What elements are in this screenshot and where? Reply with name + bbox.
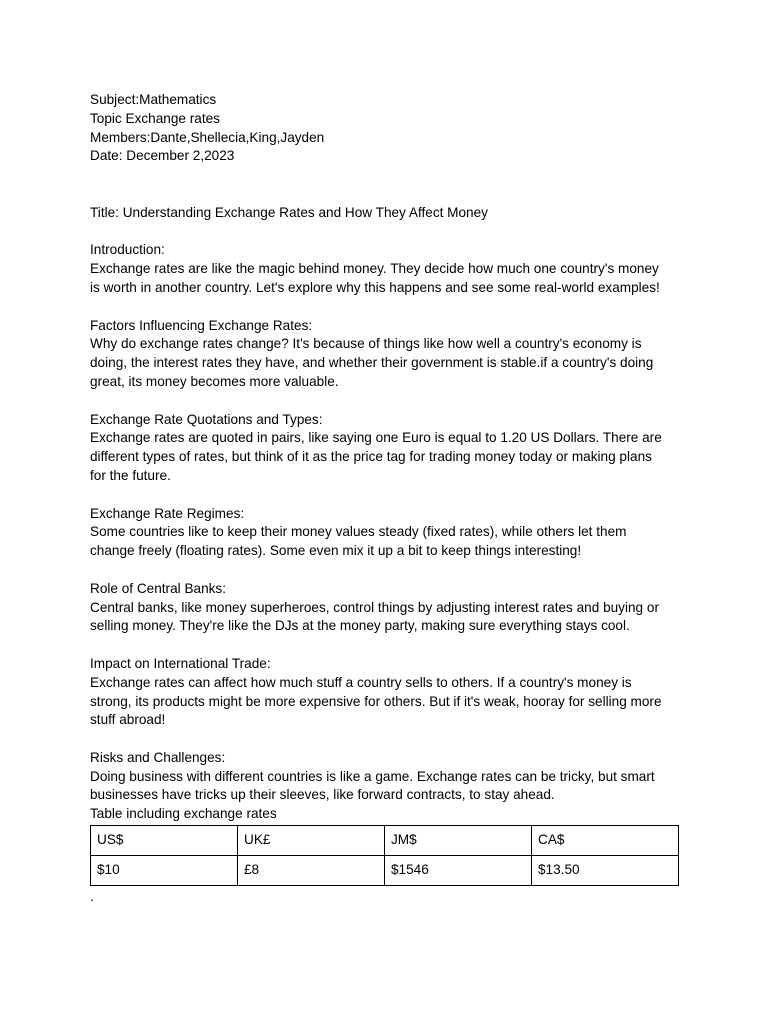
section-text-line: for the future. bbox=[90, 467, 171, 483]
section-text-line: selling money. They're like the DJs at the money party, making sure everything stays cool. bbox=[90, 618, 630, 634]
section-factors bbox=[90, 317, 690, 392]
date-line: Date: December 2,2023 bbox=[90, 148, 235, 164]
section-regimes bbox=[90, 505, 690, 561]
table-header-row bbox=[91, 826, 679, 856]
table-header-cell: US$ bbox=[91, 826, 238, 856]
section-text-line: great, its money becomes more valuable. bbox=[90, 373, 339, 389]
section-central-banks bbox=[90, 580, 690, 636]
table-row bbox=[91, 856, 679, 886]
section-heading: Exchange Rate Quotations and Types: bbox=[90, 411, 323, 427]
section-text-line: doing, the interest rates they have, and whether their government is stable.if a country's doing bbox=[90, 355, 654, 371]
exchange-rates-table bbox=[90, 825, 679, 886]
section-heading: Risks and Challenges: bbox=[90, 749, 226, 765]
table-cell: $10 bbox=[91, 856, 238, 886]
section-heading: Factors Influencing Exchange Rates: bbox=[90, 317, 313, 333]
section-quotations bbox=[90, 411, 690, 486]
section-introduction bbox=[90, 241, 690, 297]
table-header-cell: UK£ bbox=[238, 826, 385, 856]
section-text-line: businesses have tricks up their sleeves, like forward contracts, to stay ahead. bbox=[90, 787, 555, 803]
section-text-line: Central banks, like money superheroes, control things by adjusting interest rates and buying or bbox=[90, 599, 659, 615]
section-text-line: stuff abroad! bbox=[90, 712, 166, 728]
table-header-cell: CA$ bbox=[532, 826, 679, 856]
section-risks bbox=[90, 749, 690, 805]
section-text-line: strong, its products might be more expensive for others. But if it's weak, hooray for selling more bbox=[90, 693, 662, 709]
section-heading: Introduction: bbox=[90, 242, 165, 258]
table-cell: $13.50 bbox=[532, 856, 679, 886]
document-header bbox=[90, 91, 690, 166]
table-cell: $1546 bbox=[385, 856, 532, 886]
section-text-line: Exchange rates are like the magic behind money. They decide how much one country's money bbox=[90, 261, 659, 277]
section-heading: Exchange Rate Regimes: bbox=[90, 505, 245, 521]
section-text-line: different types of rates, but think of it as the price tag for trading money today or making plans bbox=[90, 449, 652, 465]
members-line: Members:Dante,Shellecia,King,Jayden bbox=[90, 129, 325, 145]
section-text-line: Why do exchange rates change? It's because of things like how well a country's economy is bbox=[90, 336, 642, 352]
document-page bbox=[90, 91, 690, 886]
table-header-cell: JM$ bbox=[385, 826, 532, 856]
section-text-line: Exchange rates are quoted in pairs, like saying one Euro is equal to 1.20 US Dollars. There are bbox=[90, 430, 662, 446]
table-cell: £8 bbox=[238, 856, 385, 886]
section-text-line: change freely (floating rates). Some even mix it up a bit to keep things interesting! bbox=[90, 543, 582, 559]
topic-line: Topic Exchange rates bbox=[90, 110, 220, 126]
section-heading: Role of Central Banks: bbox=[90, 580, 227, 596]
section-text-line: Some countries like to keep their money values steady (fixed rates), while others let them bbox=[90, 524, 627, 540]
section-text-line: Doing business with different countries is like a game. Exchange rates can be tricky, but smart bbox=[90, 768, 655, 784]
section-heading: Impact on International Trade: bbox=[90, 655, 271, 671]
footer-mark: . bbox=[90, 889, 94, 904]
document-title: Title: Understanding Exchange Rates and How They Affect Money bbox=[90, 204, 488, 220]
table-caption: Table including exchange rates bbox=[90, 806, 277, 822]
section-text-line: is worth in another country. Let's explore why this happens and see some real-world examples! bbox=[90, 279, 660, 295]
section-text-line: Exchange rates can affect how much stuff a country sells to others. If a country's money is bbox=[90, 674, 632, 690]
section-trade bbox=[90, 655, 690, 730]
subject-line: Subject:Mathematics bbox=[90, 92, 217, 107]
